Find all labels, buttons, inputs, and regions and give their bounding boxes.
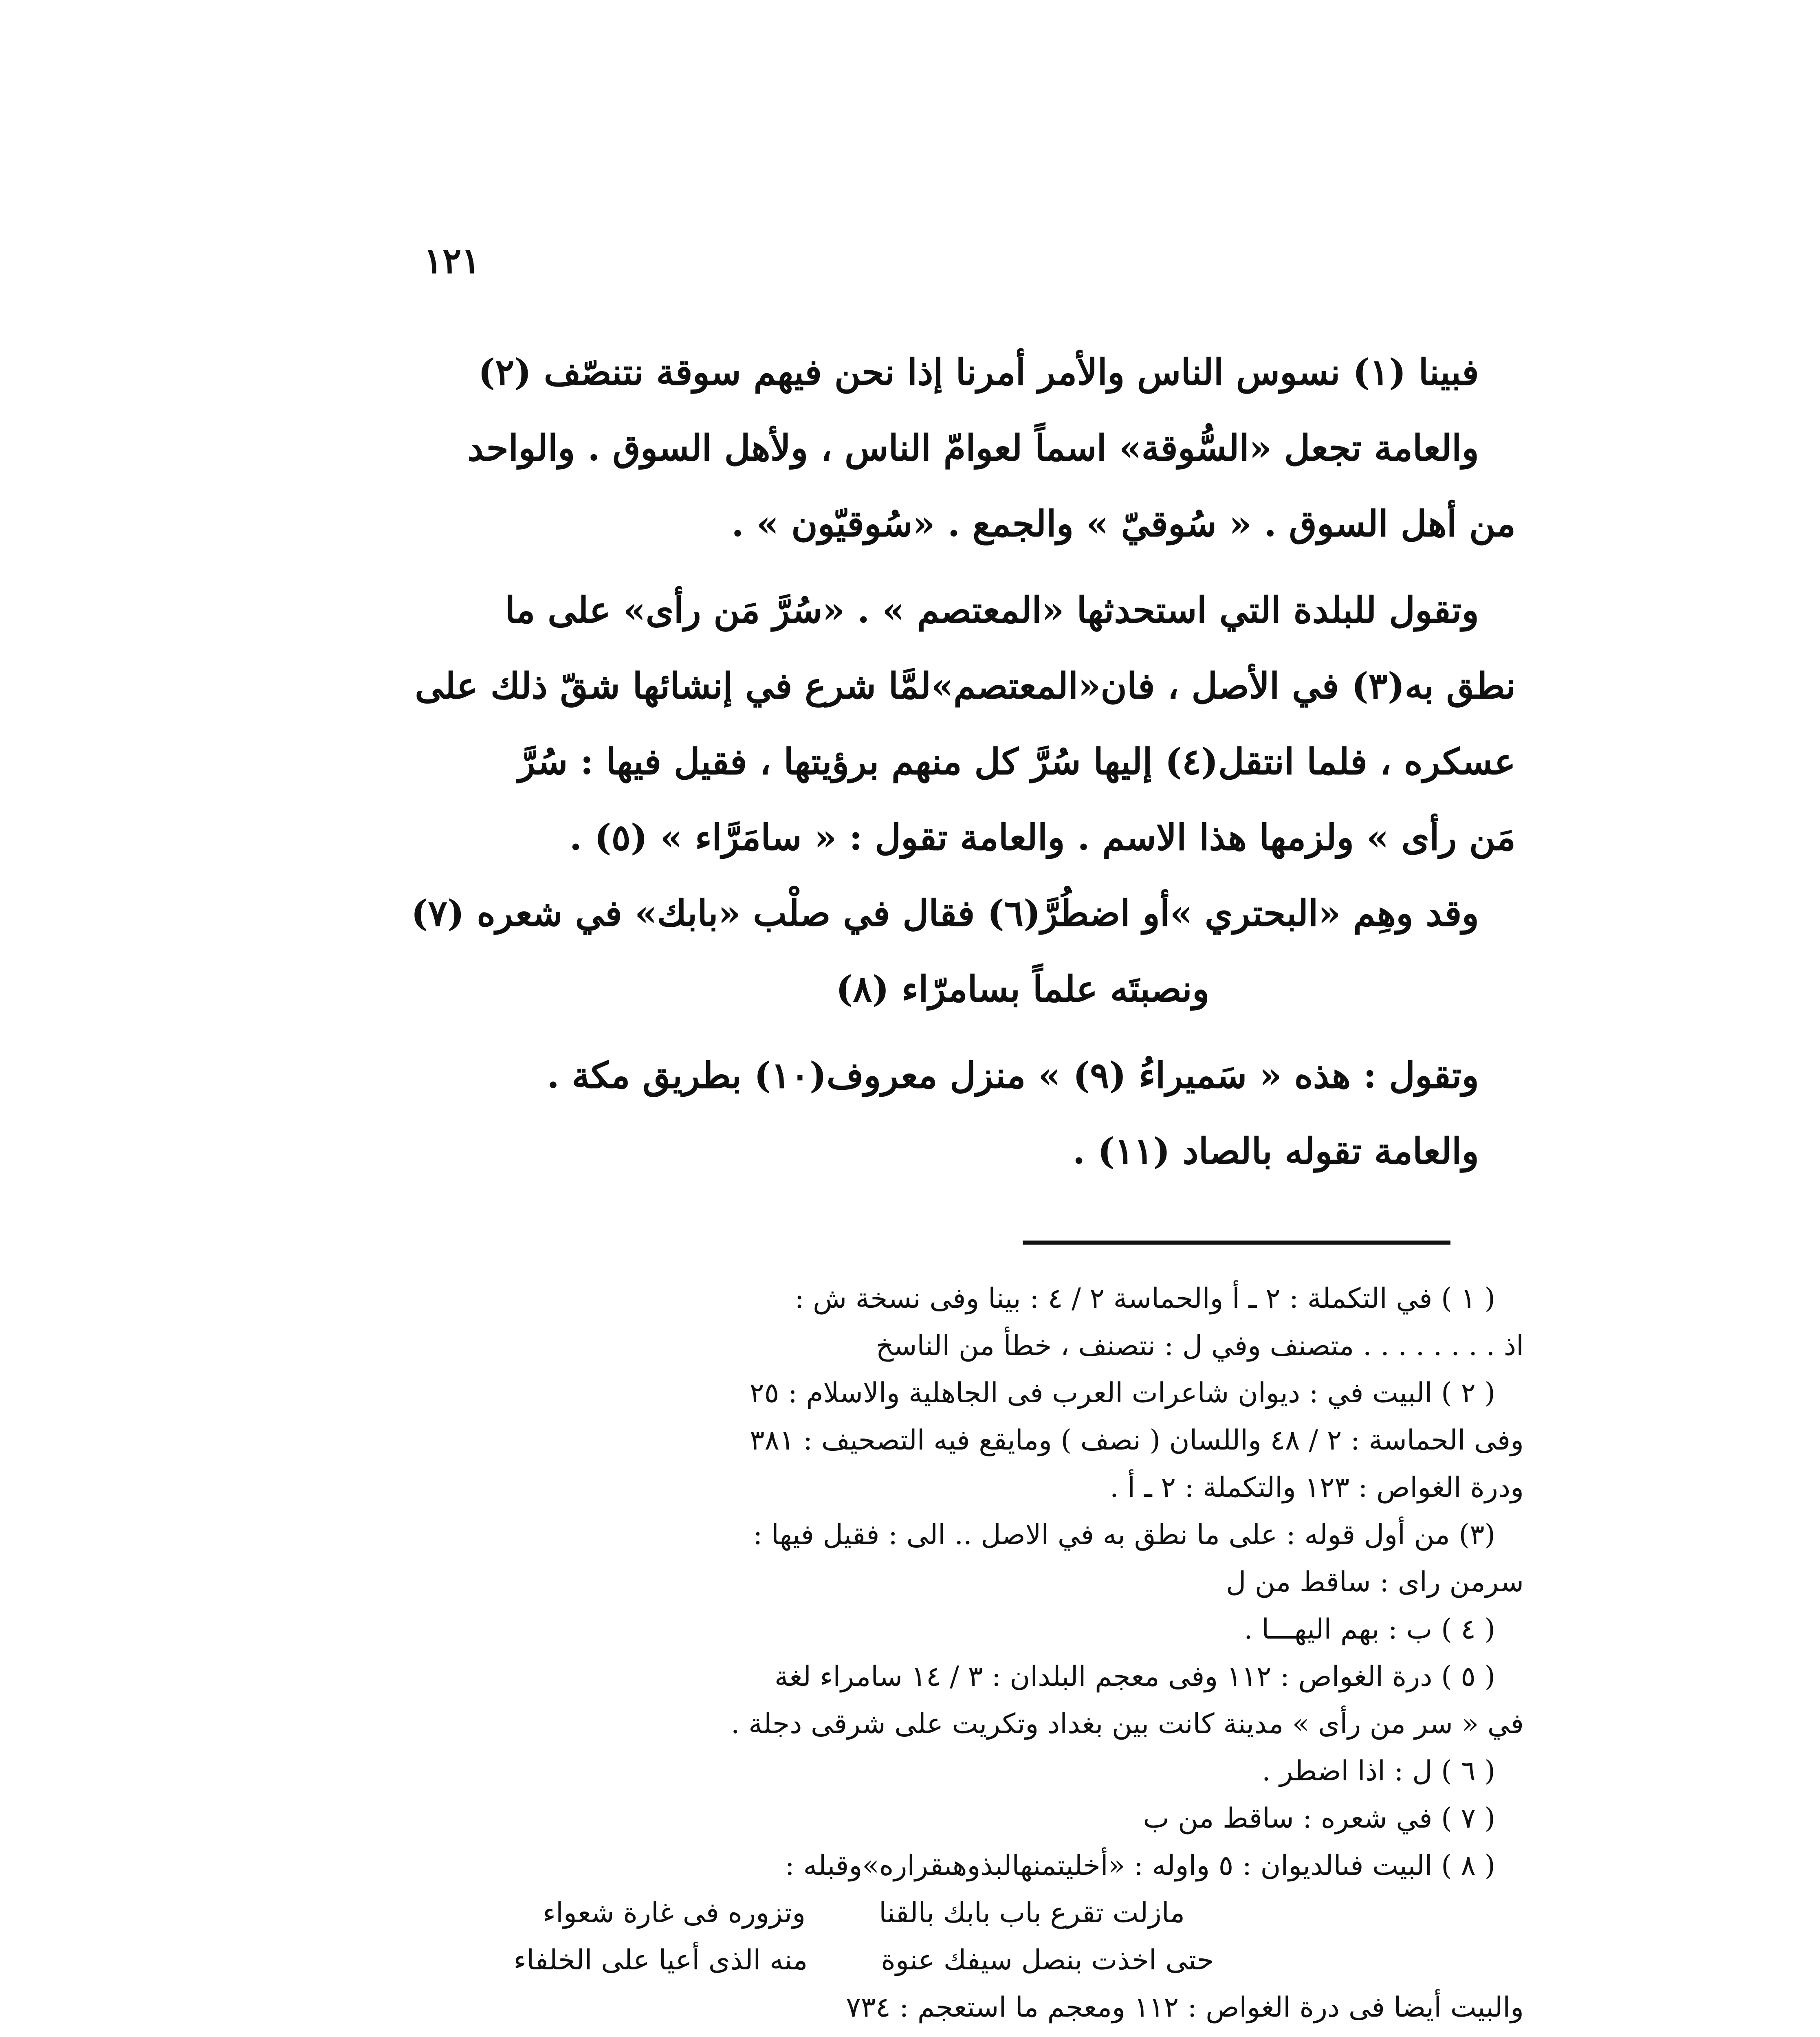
footnote-divider <box>1023 1241 1450 1245</box>
poem-hemistich: حتى اخذت بنصل سيفك عنوة <box>881 1944 1214 1976</box>
footnote-line: ( ٤ ) ب : بهم اليهـــا . <box>1244 1613 1495 1645</box>
footnote-line: (٣) من أول قوله : على ما نطق به في الاصل .. الى : فقيل فيها : <box>753 1519 1495 1551</box>
main-text-line: فبينا (١) نسوس الناس والأمر أمرنا إذا نحن فيهم سوقة نتنصّف (٢) <box>478 351 1479 393</box>
main-text-body <box>391 334 1516 1189</box>
main-text-line: وتقول للبلدة التي استحدثها «المعتصم » . «سُرَّ مَن رأى» على ما <box>505 589 1479 631</box>
footnote-line: ( ٥ ) درة الغواص : ١١٢ وفى معجم البلدان : ٣ / ١٤ سامراء لغة <box>774 1661 1495 1693</box>
main-text-line: وقد وهِم «البحتري »أو اضطُرَّ(٦) فقال في صلْب «بابك» في شعره (٧) <box>411 892 1479 934</box>
footnote-line: ( ٦ ) ل : اذا اضطر . <box>1262 1755 1495 1787</box>
footnote-line: سرمن راى : ساقط من ل <box>1226 1566 1524 1598</box>
main-text-line: من أهل السوق . « سُوقيّ » والجمع . «سُوقيّون » . <box>731 502 1516 545</box>
footnote-line: ( ٨ ) البيت فىالديوان : ٥ واوله : «أخليتمنهالبذوهىقراره»وقبله : <box>785 1850 1495 1882</box>
footnote-line: والبيت أيضا فى درة الغواص : ١١٢ ومعجم ما استعجم : ٧٣٤ <box>846 1991 1524 2024</box>
main-text-line: نطق به(٣) في الأصل ، فان«المعتصم»لمَّا شرع في إنشائها شقّ ذلك على <box>415 664 1516 707</box>
main-text-line: وتقول : هذه « سَميراءُ (٩) » منزل معروف(١٠) بطريق مكة . <box>547 1054 1479 1096</box>
main-text-line: عسكره ، فلما انتقل(٤) إليها سُرَّ كل منهم برؤيتها ، فقيل فيها : سُرَّ <box>518 740 1516 783</box>
footnote-line: اذ . . . . . . . . متصنف وفي ل : نتصنف ، خطأ من الناسخ <box>876 1330 1524 1362</box>
poem-hemistich: وتزوره فى غارة شعواء <box>542 1897 806 1929</box>
footnotes <box>310 1275 1524 2037</box>
poem-hemistich: مازلت تقرع باب بابك بالقنا <box>879 1897 1185 1929</box>
footnote-line: ( ٧ ) في شعره : ساقط من ب <box>1143 1802 1495 1835</box>
footnote-line: ودرة الغواص : ١٢٣ والتكملة : ٢ ـ أ . <box>1110 1472 1524 1504</box>
main-text-line: والعامة تجعل «السُّوقة» اسماً لعوامّ الناس ، ولأهل السوق . والواحد <box>467 427 1479 469</box>
main-text-line: والعامة تقوله بالصاد (١١) . <box>1072 1130 1479 1172</box>
main-text-line: مَن رأى » ولزمها هذا الاسم . والعامة تقول : « سامَرَّاء » (٥) . <box>569 816 1516 858</box>
verse-line: ونصبتَه علماً بسامرّاء (٨) <box>836 968 1210 1010</box>
page-number: ١٢١ <box>424 240 480 282</box>
footnote-line: ( ٢ ) البيت في : ديوان شاعرات العرب فى الجاهلية والاسلام : ٢٥ <box>749 1377 1495 1409</box>
footnote-line: ( ١ ) في التكملة : ٢ ـ أ والحماسة ٢ / ٤ : بينا وفى نسخة ش : <box>794 1282 1495 1315</box>
footnote-poem-verse <box>310 1937 1524 1984</box>
footnote-poem-verse <box>310 1890 1524 1937</box>
footnote-line: في « سر من رأى » مدينة كانت بين بغداد وتكريت على شرقى دجلة . <box>731 1708 1524 1740</box>
poem-hemistich: منه الذى أعيا على الخلفاء <box>513 1944 808 1976</box>
footnote-line: وفى الحماسة : ٢ / ٤٨ واللسان ( نصف ) ومايقع فيه التصحيف : ٣٨١ <box>750 1424 1524 1456</box>
footnote-line <box>310 2031 1524 2037</box>
